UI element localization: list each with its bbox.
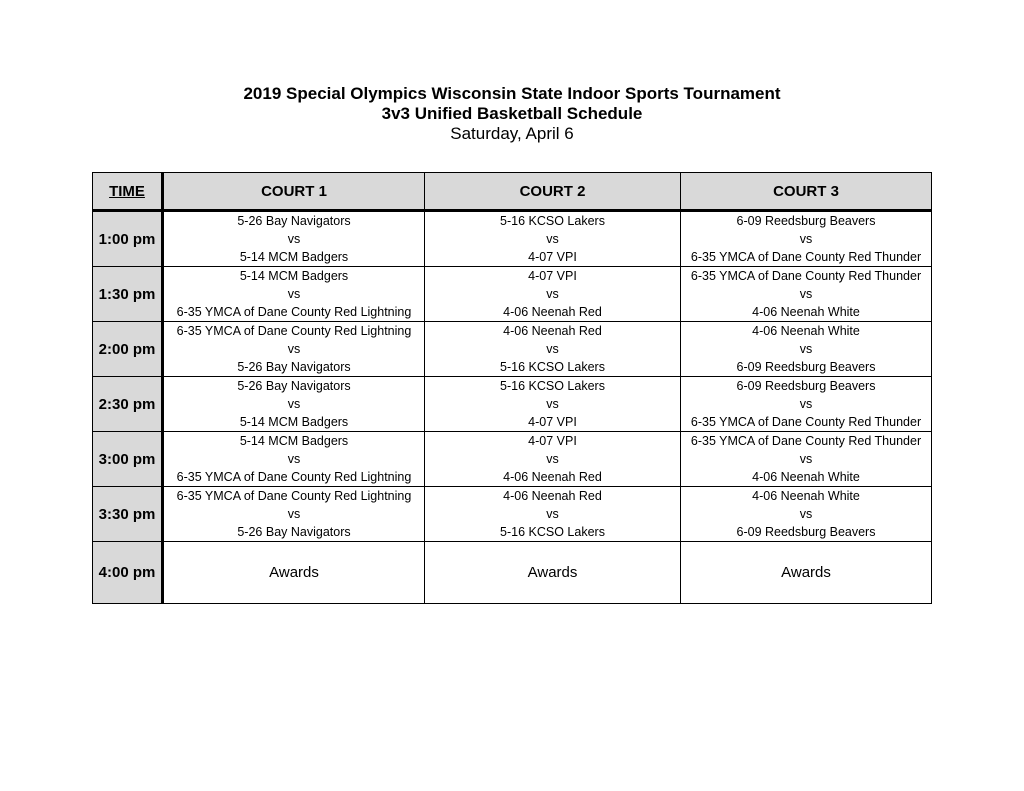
vs-label: vs bbox=[799, 397, 813, 411]
team-1: 4-06 Neenah White bbox=[752, 489, 860, 503]
game-cell-court-2 bbox=[425, 432, 681, 487]
schedule-subtitle: 3v3 Unified Basketball Schedule bbox=[381, 104, 643, 123]
vs-label: vs bbox=[546, 342, 559, 356]
awards-cell-court-1: Awards bbox=[163, 542, 425, 604]
team-2: 4-06 Neenah White bbox=[752, 470, 860, 484]
game-cell-court-1 bbox=[163, 487, 425, 542]
vs-label: vs bbox=[799, 287, 813, 301]
team-2: 6-35 YMCA of Dane County Red Thunder bbox=[690, 250, 922, 264]
vs-label: vs bbox=[799, 452, 813, 466]
vs-label: vs bbox=[287, 397, 301, 411]
team-2: 4-06 Neenah White bbox=[752, 305, 860, 319]
vs-label: vs bbox=[546, 397, 559, 411]
team-1: 5-14 MCM Badgers bbox=[239, 434, 349, 448]
game-cell-court-3 bbox=[681, 211, 932, 267]
header-row bbox=[93, 173, 932, 211]
team-2: 6-35 YMCA of Dane County Red Lightning bbox=[176, 305, 412, 319]
team-1: 5-26 Bay Navigators bbox=[237, 214, 351, 228]
time-cell: 2:00 pm bbox=[93, 322, 163, 377]
schedule-row bbox=[93, 211, 932, 267]
team-1: 4-07 VPI bbox=[528, 434, 577, 448]
team-2: 6-09 Reedsburg Beavers bbox=[736, 360, 876, 374]
schedule-table bbox=[92, 172, 932, 604]
team-2: 5-16 KCSO Lakers bbox=[500, 525, 605, 539]
game-cell-court-2 bbox=[425, 377, 681, 432]
game-cell-court-3 bbox=[681, 322, 932, 377]
vs-label: vs bbox=[287, 342, 301, 356]
team-1: 4-07 VPI bbox=[528, 269, 577, 283]
team-2: 6-35 YMCA of Dane County Red Lightning bbox=[176, 470, 412, 484]
game-cell-court-2 bbox=[425, 487, 681, 542]
vs-label: vs bbox=[287, 232, 301, 246]
column-header-time: TIME bbox=[93, 173, 163, 211]
vs-label: vs bbox=[546, 232, 559, 246]
game-cell-court-1 bbox=[163, 377, 425, 432]
schedule-row bbox=[93, 377, 932, 432]
document-header bbox=[0, 84, 1024, 144]
team-2: 5-26 Bay Navigators bbox=[237, 525, 351, 539]
column-header-court-3: COURT 3 bbox=[681, 173, 932, 211]
team-2: 4-07 VPI bbox=[528, 250, 577, 264]
team-2: 4-06 Neenah Red bbox=[503, 470, 602, 484]
team-2: 5-16 KCSO Lakers bbox=[500, 360, 605, 374]
vs-label: vs bbox=[546, 452, 559, 466]
column-header-court-1: COURT 1 bbox=[163, 173, 425, 211]
vs-label: vs bbox=[287, 287, 301, 301]
game-cell-court-3 bbox=[681, 487, 932, 542]
schedule-date: Saturday, April 6 bbox=[450, 124, 574, 143]
time-cell: 2:30 pm bbox=[93, 377, 163, 432]
vs-label: vs bbox=[287, 507, 301, 521]
team-1: 6-09 Reedsburg Beavers bbox=[736, 379, 876, 393]
team-1: 5-16 KCSO Lakers bbox=[500, 379, 605, 393]
game-cell-court-3 bbox=[681, 267, 932, 322]
vs-label: vs bbox=[799, 507, 813, 521]
schedule-row bbox=[93, 487, 932, 542]
team-1: 6-35 YMCA of Dane County Red Lightning bbox=[176, 324, 412, 338]
team-2: 5-14 MCM Badgers bbox=[239, 250, 349, 264]
team-1: 6-09 Reedsburg Beavers bbox=[736, 214, 876, 228]
vs-label: vs bbox=[546, 507, 559, 521]
awards-cell-court-2: Awards bbox=[425, 542, 681, 604]
time-cell: 1:30 pm bbox=[93, 267, 163, 322]
column-header-court-2: COURT 2 bbox=[425, 173, 681, 211]
game-cell-court-2 bbox=[425, 211, 681, 267]
schedule-row bbox=[93, 432, 932, 487]
team-2: 6-09 Reedsburg Beavers bbox=[736, 525, 876, 539]
game-cell-court-3 bbox=[681, 377, 932, 432]
vs-label: vs bbox=[287, 452, 301, 466]
game-cell-court-1 bbox=[163, 432, 425, 487]
time-cell: 3:30 pm bbox=[93, 487, 163, 542]
game-cell-court-1 bbox=[163, 322, 425, 377]
vs-label: vs bbox=[799, 342, 813, 356]
time-cell: 4:00 pm bbox=[93, 542, 163, 604]
game-cell-court-1 bbox=[163, 211, 425, 267]
vs-label: vs bbox=[799, 232, 813, 246]
schedule-row bbox=[93, 267, 932, 322]
vs-label: vs bbox=[546, 287, 559, 301]
time-cell: 3:00 pm bbox=[93, 432, 163, 487]
team-1: 6-35 YMCA of Dane County Red Thunder bbox=[690, 434, 922, 448]
awards-cell-court-3: Awards bbox=[681, 542, 932, 604]
team-1: 5-26 Bay Navigators bbox=[237, 379, 351, 393]
game-cell-court-2 bbox=[425, 322, 681, 377]
game-cell-court-2 bbox=[425, 267, 681, 322]
team-1: 5-14 MCM Badgers bbox=[239, 269, 349, 283]
game-cell-court-3 bbox=[681, 432, 932, 487]
team-2: 5-26 Bay Navigators bbox=[237, 360, 351, 374]
team-2: 4-06 Neenah Red bbox=[503, 305, 602, 319]
team-2: 6-35 YMCA of Dane County Red Thunder bbox=[690, 415, 922, 429]
awards-row bbox=[93, 542, 932, 604]
game-cell-court-1 bbox=[163, 267, 425, 322]
team-1: 5-16 KCSO Lakers bbox=[500, 214, 605, 228]
document-title: 2019 Special Olympics Wisconsin State Indoor Sports Tournament bbox=[243, 84, 781, 103]
team-2: 4-07 VPI bbox=[528, 415, 577, 429]
team-2: 5-14 MCM Badgers bbox=[239, 415, 349, 429]
team-1: 4-06 Neenah Red bbox=[503, 489, 602, 503]
team-1: 4-06 Neenah White bbox=[752, 324, 860, 338]
schedule-row bbox=[93, 322, 932, 377]
team-1: 4-06 Neenah Red bbox=[503, 324, 602, 338]
team-1: 6-35 YMCA of Dane County Red Thunder bbox=[690, 269, 922, 283]
time-cell: 1:00 pm bbox=[93, 211, 163, 267]
team-1: 6-35 YMCA of Dane County Red Lightning bbox=[176, 489, 412, 503]
